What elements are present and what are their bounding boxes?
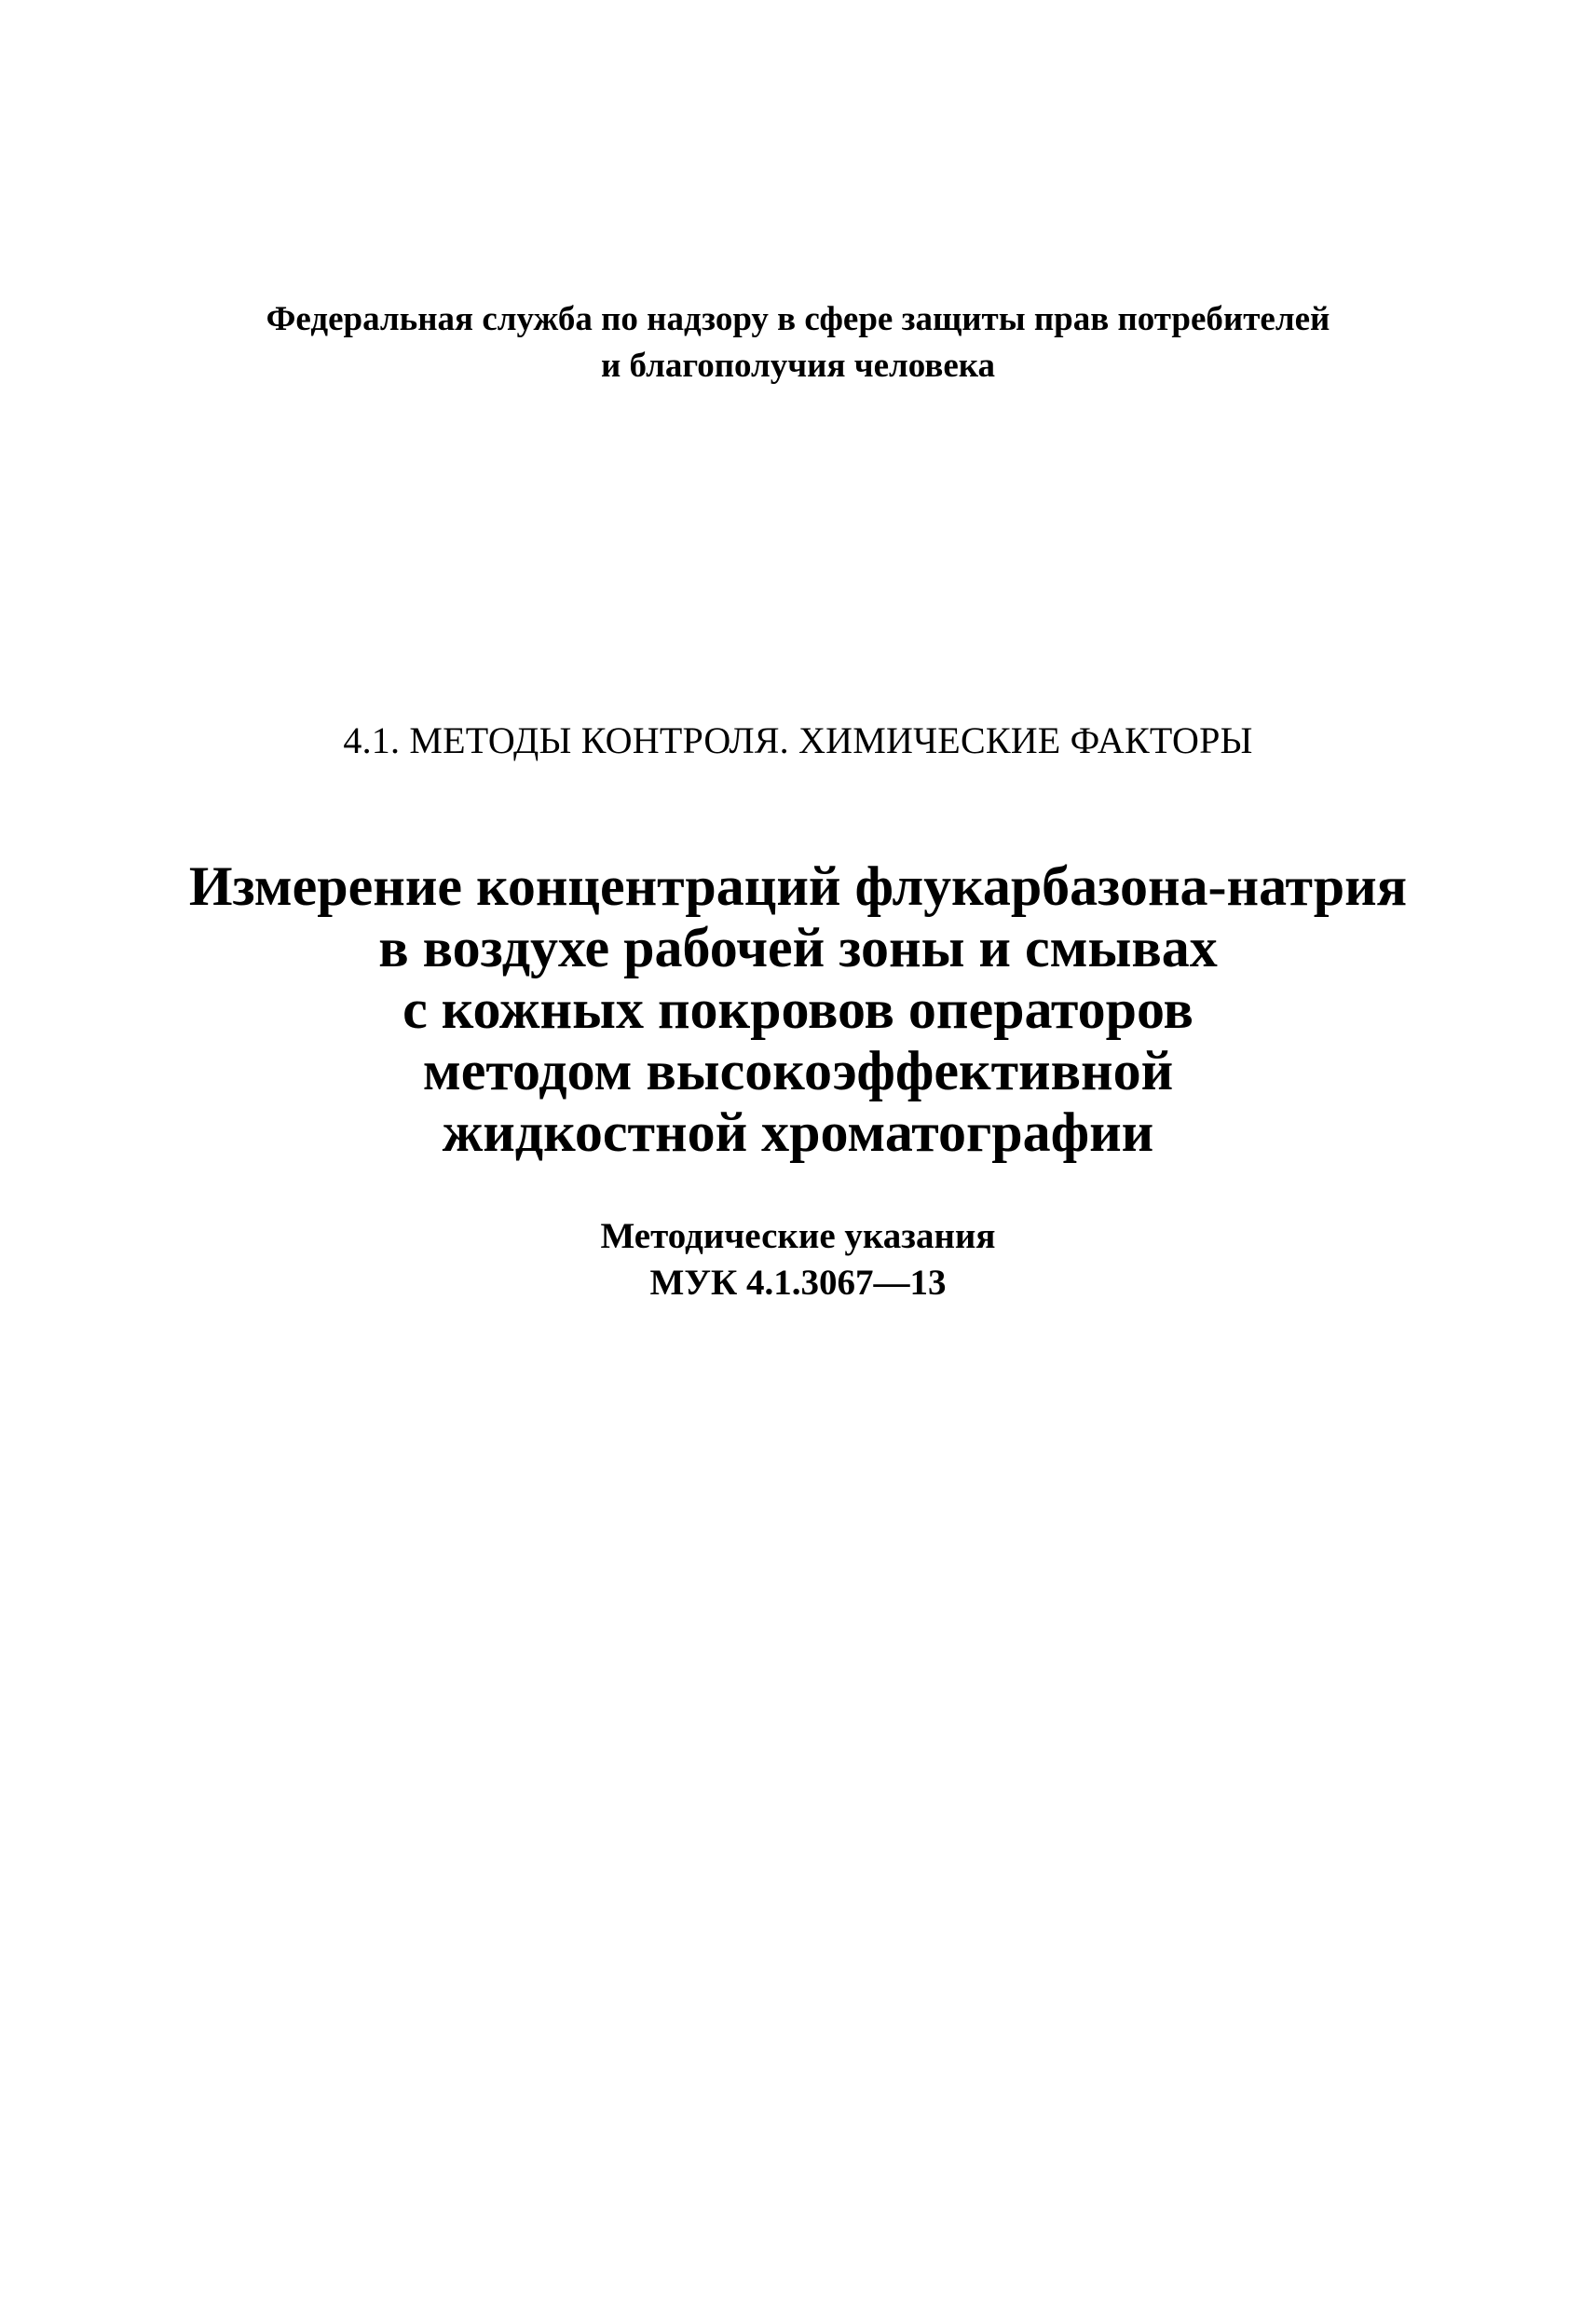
series-heading: 4.1. МЕТОДЫ КОНТРОЛЯ. ХИМИЧЕСКИЕ ФАКТОРЫ: [343, 719, 1253, 761]
title-line-4: методом высокоэффективной: [422, 1040, 1174, 1101]
title-line-3: с кожных покровов операторов: [402, 978, 1194, 1040]
document-title: [0, 855, 1596, 1163]
document-type-block: [0, 1213, 1596, 1306]
title-line-5: жидкостной хроматографии: [442, 1101, 1154, 1163]
agency-heading: [0, 296, 1596, 390]
title-line-2: в воздухе рабочей зоны и смывах: [378, 917, 1218, 978]
document-code: МУК 4.1.3067—13: [649, 1263, 947, 1303]
document-type: Методические указания: [600, 1216, 996, 1256]
title-line-1: Измерение концентраций флукарбазона-натрия: [188, 855, 1408, 917]
agency-line-2: и благополучия человека: [600, 347, 996, 385]
agency-line-1: Федеральная служба по надзору в сфере защиты прав потребителей: [266, 300, 1330, 338]
